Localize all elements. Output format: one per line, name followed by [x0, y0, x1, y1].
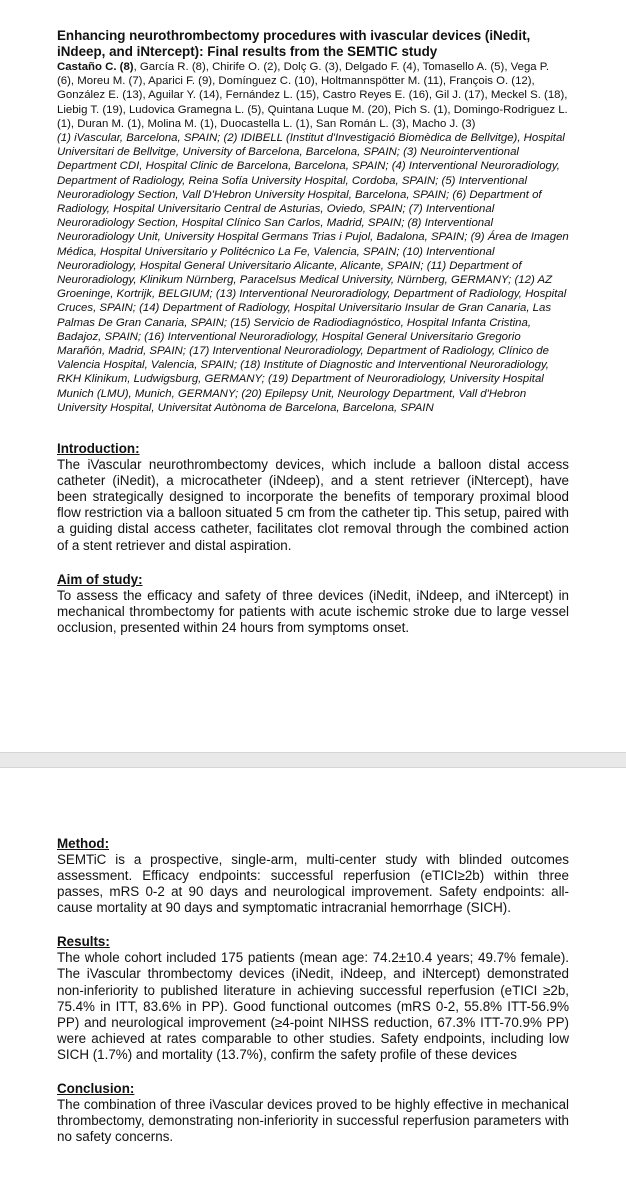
page-1-content [57, 28, 569, 636]
results-text: The whole cohort included 175 patients (mean age: 74.2±10.4 years; 49.7% female). The iVascular thrombectomy devices (iNedit, iNdeep, and iNtercept) demonstrated non-inferiority to published literature in achieving successful reperfusion (eTICI ≥2b, 75.4% in ITT, 83.6% in PP). Good functional outcomes (mRS 0-2, 55.8% ITT-56.9% PP) and neurological improvement (≥4-point NIHSS reduction, 67.3% ITT-70.9% PP) were achieved at rates comparable to other studies. Safety endpoints, including low SICH (1.7%) and mortality (13.7%), confirm the safety profile of these devices [57, 950, 569, 1062]
aim-heading: Aim of study: [57, 571, 143, 587]
conclusion-text: The combination of three iVascular devices proved to be highly effective in mechanical thrombectomy, demonstrating non-inferiority in successful reperfusion parameters with no safety concerns. [57, 1097, 569, 1145]
aim-text: To assess the efficacy and safety of three devices (iNedit, iNdeep, and iNtercept) in mechanical thrombectomy for patients with acute ischemic stroke due to large vessel occlusion, presented within 24 hours from symptoms onset. [57, 587, 569, 635]
introduction-heading: Introduction: [57, 441, 140, 457]
page-break [0, 752, 626, 768]
author-list [57, 60, 569, 131]
method-heading: Method: [57, 836, 110, 851]
conclusion-heading: Conclusion: [57, 1081, 135, 1097]
page-2-content [57, 836, 569, 1145]
affiliations: (1) iVascular, Barcelona, SPAIN; (2) IDIBELL (Institut d'Investigació Biomèdica de Bellvitge), Hospital Universitari de Bellvitge, University of Barcelona, Barcelona, SPAIN; (3) Neurointerventional Department CDI, Hospital Clinic de Barcelona, Barcelona, SPAIN; (4) Interventional Neuroradiology, Department of Radiology, Reina Sofía University Hospital, Cordoba, SPAIN; (5) Interventional Neuroradiology Section, Vall D'Hebron University Hospital, Barcelona, SPAIN; (6) Department of Radiology, Hospital Universitario Central de Asturias, Oviedo, SPAIN; (7) Interventional Neuroradiology Section, Hospital Clínico San Carlos, Madrid, SPAIN; (8) Interventional Neuroradiology Unit, University Hospital Germans Trias i Pujol, Badalona, SPAIN; (9) Área de Imagen Médica, Hospital Universitario y Politécnico La Fe, Valencia, SPAIN; (10) Interventional Neuroradiology, Hospital General Universitario Alicante, Alicante, SPAIN; (11) Department of Neuroradiology, Klinikum Nürnberg, Paracelsus Medical University, Nürnberg, GERMANY; (12) AZ Groeninge, Kortrijk, BELGIUM; (13) Interventional Neuroradiology, Department of Radiology, Hospital Cruces, SPAIN; (14) Department of Radiology, Hospital Universitario Insular de Gran Canaria, Las Palmas De Gran Canaria, SPAIN; (15) Servicio de Radiodiagnóstico, Hospital Infanta Cristina, Badajoz, SPAIN; (16) Interventional Neuroradiology, Hospital General Universitario Gregorio Marañón, Madrid, SPAIN; (17) Interventional Neuroradiology, Department of Radiology, Clínico de Valencia Hospital, Valencia, SPAIN; (18) Institute of Diagnostic and Interventional Neuroradiology, RKH Klinikum, Ludwigsburg, GERMANY; (19) Department of Neuroradiology, University Hospital Munich (LMU), Munich, GERMANY; (20) Epilepsy Unit, Neurology Department, Vall d'Hebron University Hospital, Universitat Autònoma de Barcelona, Barcelona, SPAIN [57, 132, 569, 414]
paper-title: Enhancing neurothrombectomy procedures with ivascular devices (iNedit, iNdeep, and iNtercept): Final results from the SEMTIC study [57, 28, 531, 59]
method-text: SEMTiC is a prospective, single-arm, multi-center study with blinded outcomes assessment. Efficacy endpoints: successful reperfusion (eTICI≥2b) within three passes, mRS 0-2 at 90 days and neurological improvement. Safety endpoints: all-cause mortality at 90 days and symptomatic intracranial hemorrhage (SICH). [57, 852, 569, 916]
lead-author: Castaño C. (8) [57, 61, 134, 73]
other-authors: , García R. (8), Chirife O. (2), Dolç G. (3), Delgado F. (4), Tomasello A. (5), Vega P. (6), Moreu M. (7), Aparici F. (9), Domínguez C. (10), Holtmannspötter M. (11), François O. (12), González E. (13), Aguilar Y. (14), Fernández L. (15), Castro Reyes E. (16), Gil J. (17), Meckel S. (18), Liebig T. (19), Ludovica Gramegna L. (5), Quintana Luque M. (20), Pich S. (1), Domingo-Rodriguez L. (1), Duran M. (1), Molina M. (1), Duocastella L. (1), San Román L. (3), Macho J. (3) [57, 61, 568, 130]
introduction-text: The iVascular neurothrombectomy devices, which include a balloon distal access catheter (iNedit), a microcatheter (iNdeep), and a stent retriever (iNtercept), have been strategically designed to incorporate the benefits of temporary proximal blood flow restriction via a balloon situated 5 cm from the catheter tip. This setup, paired with a guiding distal access catheter, facilitates clot removal through the combined action of a stent retriever and distal aspiration. [57, 457, 569, 553]
results-heading: Results: [57, 934, 110, 950]
document-page-2 [0, 768, 626, 1200]
